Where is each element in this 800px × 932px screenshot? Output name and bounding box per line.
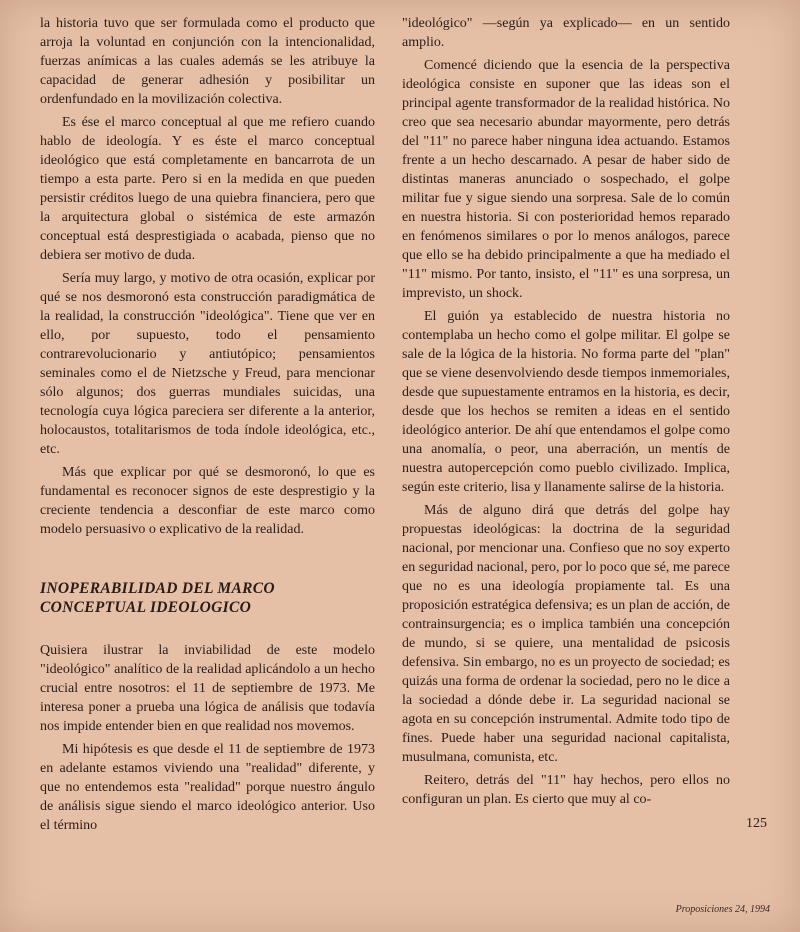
section-gap	[40, 539, 375, 579]
section-heading-line: INOPERABILIDAD DEL MARCO	[40, 580, 275, 597]
paragraph: El guión ya establecido de nuestra historia no contemplaba un hecho como el golpe militar. El golpe se sale de la lógica de la historia. No forma parte del "plan" que se viene desenvolviendo desde tiempos inmemoriales, desde que supuestamente entramos en la historia, es decir, desde que los hechos se remiten a ideas en el sentido ideológico anterior. De ahí que entendamos el golpe como una anomalía, o peor, una aberración, un mentís de nuestra autopercepción como pueblo civilizado. Implica, según este criterio, lisa y llanamente salirse de la historia.	[402, 309, 730, 495]
paragraph: Comencé diciendo que la esencia de la perspectiva ideológica consiste en suponer que las ideas son el principal agente transformador de la realidad histórica. No creo que sea necesario abundar mayormente, pero detrás del "11" no parece haber ninguna idea actuando. Estamos frente a un hecho descarnado. A pesar de haber sido de distintas maneras anunciado o sospechado, el golpe militar fue y sigue siendo una sorpresa. Sale de lo común en nuestra historia. Si con posterioridad hemos reparado en fenómenos similares o por lo menos análogos, parece que ello se ha debido principalmente a que ha mediado el "11" mismo. Por tanto, insisto, el "11" es una sorpresa, un imprevisto, un shock.	[402, 58, 730, 301]
section-heading	[40, 579, 375, 617]
right-column	[402, 14, 730, 809]
paragraph: Mi hipótesis es que desde el 11 de septiembre de 1973 en adelante estamos viviendo una "realidad" diferente, y que no entendemos esta "realidad" porque nuestro ángulo de análisis sigue siendo el marco ideológico anterior. Uso el término	[40, 742, 375, 833]
footer-citation: Proposiciones 24, 1994	[675, 904, 770, 915]
paragraph: Sería muy largo, y motivo de otra ocasión, explicar por qué se nos desmoronó esta construcción paradigmática de la realidad, la construcción "ideológica". Tiene que ver en ello, por supuesto, todo el pensamiento contrarevolucionario y antiutópico; pensamientos seminales como el de Nietzsche y Freud, para mencionar sólo algunos; dos guerras mundiales suicidas, una tecnología cuya lógica pareciera ser diferente a la anterior, holocaustos, totalitarismos de toda índole ideológica, etc., etc.	[40, 271, 375, 457]
paragraph: Es ése el marco conceptual al que me refiero cuando hablo de ideología. Y es éste el marco conceptual ideológico que está completamente en bancarrota de un tiempo a esta parte. Pero si en la medida en que pueden persistir créditos luego de una quiebra financiera, pero que la arquitectura global o sistémica de este armazón conceptual está desprestigiada o acabada, pienso que no debiera ser motivo de duda.	[40, 115, 375, 263]
paragraph: Reitero, detrás del "11" hay hechos, pero ellos no configuran un plan. Es cierto que muy al co-	[402, 773, 730, 807]
paragraph: la historia tuvo que ser formulada como el producto que arroja la voluntad en conjunción con la intencionalidad, fuerzas anímicas a las cuales además se les atribuye la capacidad de generar adhesión y posibilitar un ordenfundado en la movilización colectiva.	[40, 16, 375, 107]
paragraph: Más de alguno dirá que detrás del golpe hay propuestas ideológicas: la doctrina de la seguridad nacional, por mencionar una. Confieso que no soy experto en seguridad nacional, pero, por lo poco que sé, me parece que no es una ideología propiamente tal. Es una proposición estratégica defensiva; es un plan de acción, de contrainsurgencia; es o implica también una concepción de mundo, si se quiere, una mentalidad de psicosis defensiva. Sin embargo, no es un proyecto de sociedad; es quizás una forma de ordenar la sociedad, pero no le dice a la sociedad a dónde debe ir. La seguridad nacional se agota en su concepción instrumental. Admite todo tipo de fines. Puede haber una seguridad nacional capitalista, musulmana, comunista, etc.	[402, 503, 730, 765]
paragraph: Quisiera ilustrar la inviabilidad de este modelo "ideológico" analítico de la realidad aplicándolo a un hecho crucial entre nosotros: el 11 de septiembre de 1973. Me interesa poner a prueba una lógica de análisis que todavía nos impide entender bien en que realidad nos movemos.	[40, 643, 375, 734]
left-column	[40, 14, 375, 835]
paragraph: "ideológico" —según ya explicado— en un sentido amplio.	[402, 16, 730, 50]
page-number: 125	[746, 816, 767, 831]
paragraph: Más que explicar por qué se desmoronó, lo que es fundamental es reconocer signos de este desprestigio y la creciente tendencia a desconfiar de este marco como modelo persuasivo o explicativo de la realidad.	[40, 465, 375, 537]
section-heading-line: CONCEPTUAL IDEOLOGICO	[40, 599, 252, 616]
